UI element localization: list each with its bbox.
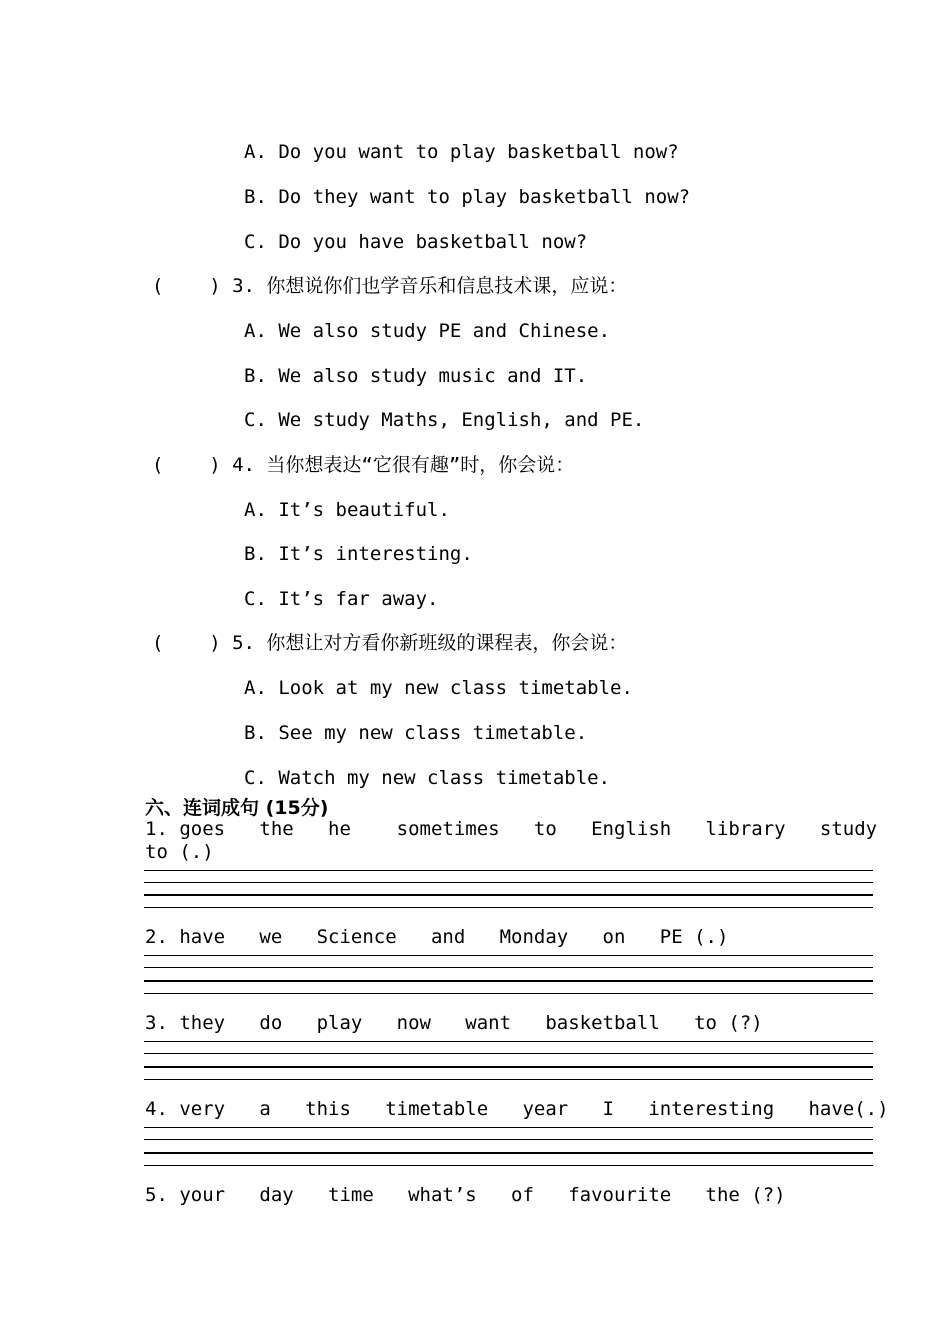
answer-line[interactable] (144, 907, 873, 908)
answer-line[interactable] (144, 1152, 873, 1154)
answer-line[interactable] (144, 1139, 873, 1140)
reorder-item-1: 1. goes the he sometimes to English library study (145, 818, 878, 840)
answer-line[interactable] (144, 955, 873, 956)
q3-option-b: B. We also study music and IT. (244, 365, 588, 387)
q5-option-b: B. See my new class timetable. (244, 722, 588, 744)
q3-stem: ( ) 3. 你想说你们也学音乐和信息技术课，应说： (152, 275, 628, 297)
answer-line[interactable] (144, 980, 873, 982)
q2-option-c: C. Do you have basketball now? (244, 231, 588, 253)
q4-option-a: A. It’s beautiful. (244, 499, 450, 521)
reorder-item-5: 5. your day time what’s of favourite the (?) (145, 1184, 786, 1206)
answer-line[interactable] (144, 1066, 873, 1068)
q5-option-a: A. Look at my new class timetable. (244, 677, 633, 699)
answer-line[interactable] (144, 1127, 873, 1128)
q3-option-c: C. We study Maths, English, and PE. (244, 409, 645, 431)
answer-line[interactable] (144, 993, 873, 994)
q2-option-a: A. Do you want to play basketball now? (244, 141, 679, 163)
answer-line[interactable] (144, 1053, 873, 1054)
reorder-item-4: 4. very a this timetable year I interesting have(.) (145, 1098, 889, 1120)
answer-line[interactable] (144, 1041, 873, 1042)
q4-option-c: C. It’s far away. (244, 588, 439, 610)
reorder-item-3: 3. they do play now want basketball to (?) (145, 1012, 763, 1034)
q4-option-b: B. It’s interesting. (244, 543, 473, 565)
answer-line[interactable] (144, 894, 873, 896)
q5-stem: ( ) 5. 你想让对方看你新班级的课程表，你会说： (152, 632, 628, 654)
q3-option-a: A. We also study PE and Chinese. (244, 320, 611, 342)
reorder-item-1-cont: to (.) (145, 841, 214, 863)
q2-option-b: B. Do they want to play basketball now? (244, 186, 691, 208)
q5-option-c: C. Watch my new class timetable. (244, 767, 611, 789)
answer-line[interactable] (144, 1165, 873, 1166)
answer-line[interactable] (144, 870, 873, 871)
section-6-title: 六、连词成句 (15分) (145, 797, 329, 819)
reorder-item-2: 2. have we Science and Monday on PE (.) (145, 926, 729, 948)
q4-stem: ( ) 4. 当你想表达“它很有趣”时，你会说： (152, 454, 575, 476)
answer-line[interactable] (144, 1079, 873, 1080)
answer-line[interactable] (144, 967, 873, 968)
answer-line[interactable] (144, 882, 873, 883)
